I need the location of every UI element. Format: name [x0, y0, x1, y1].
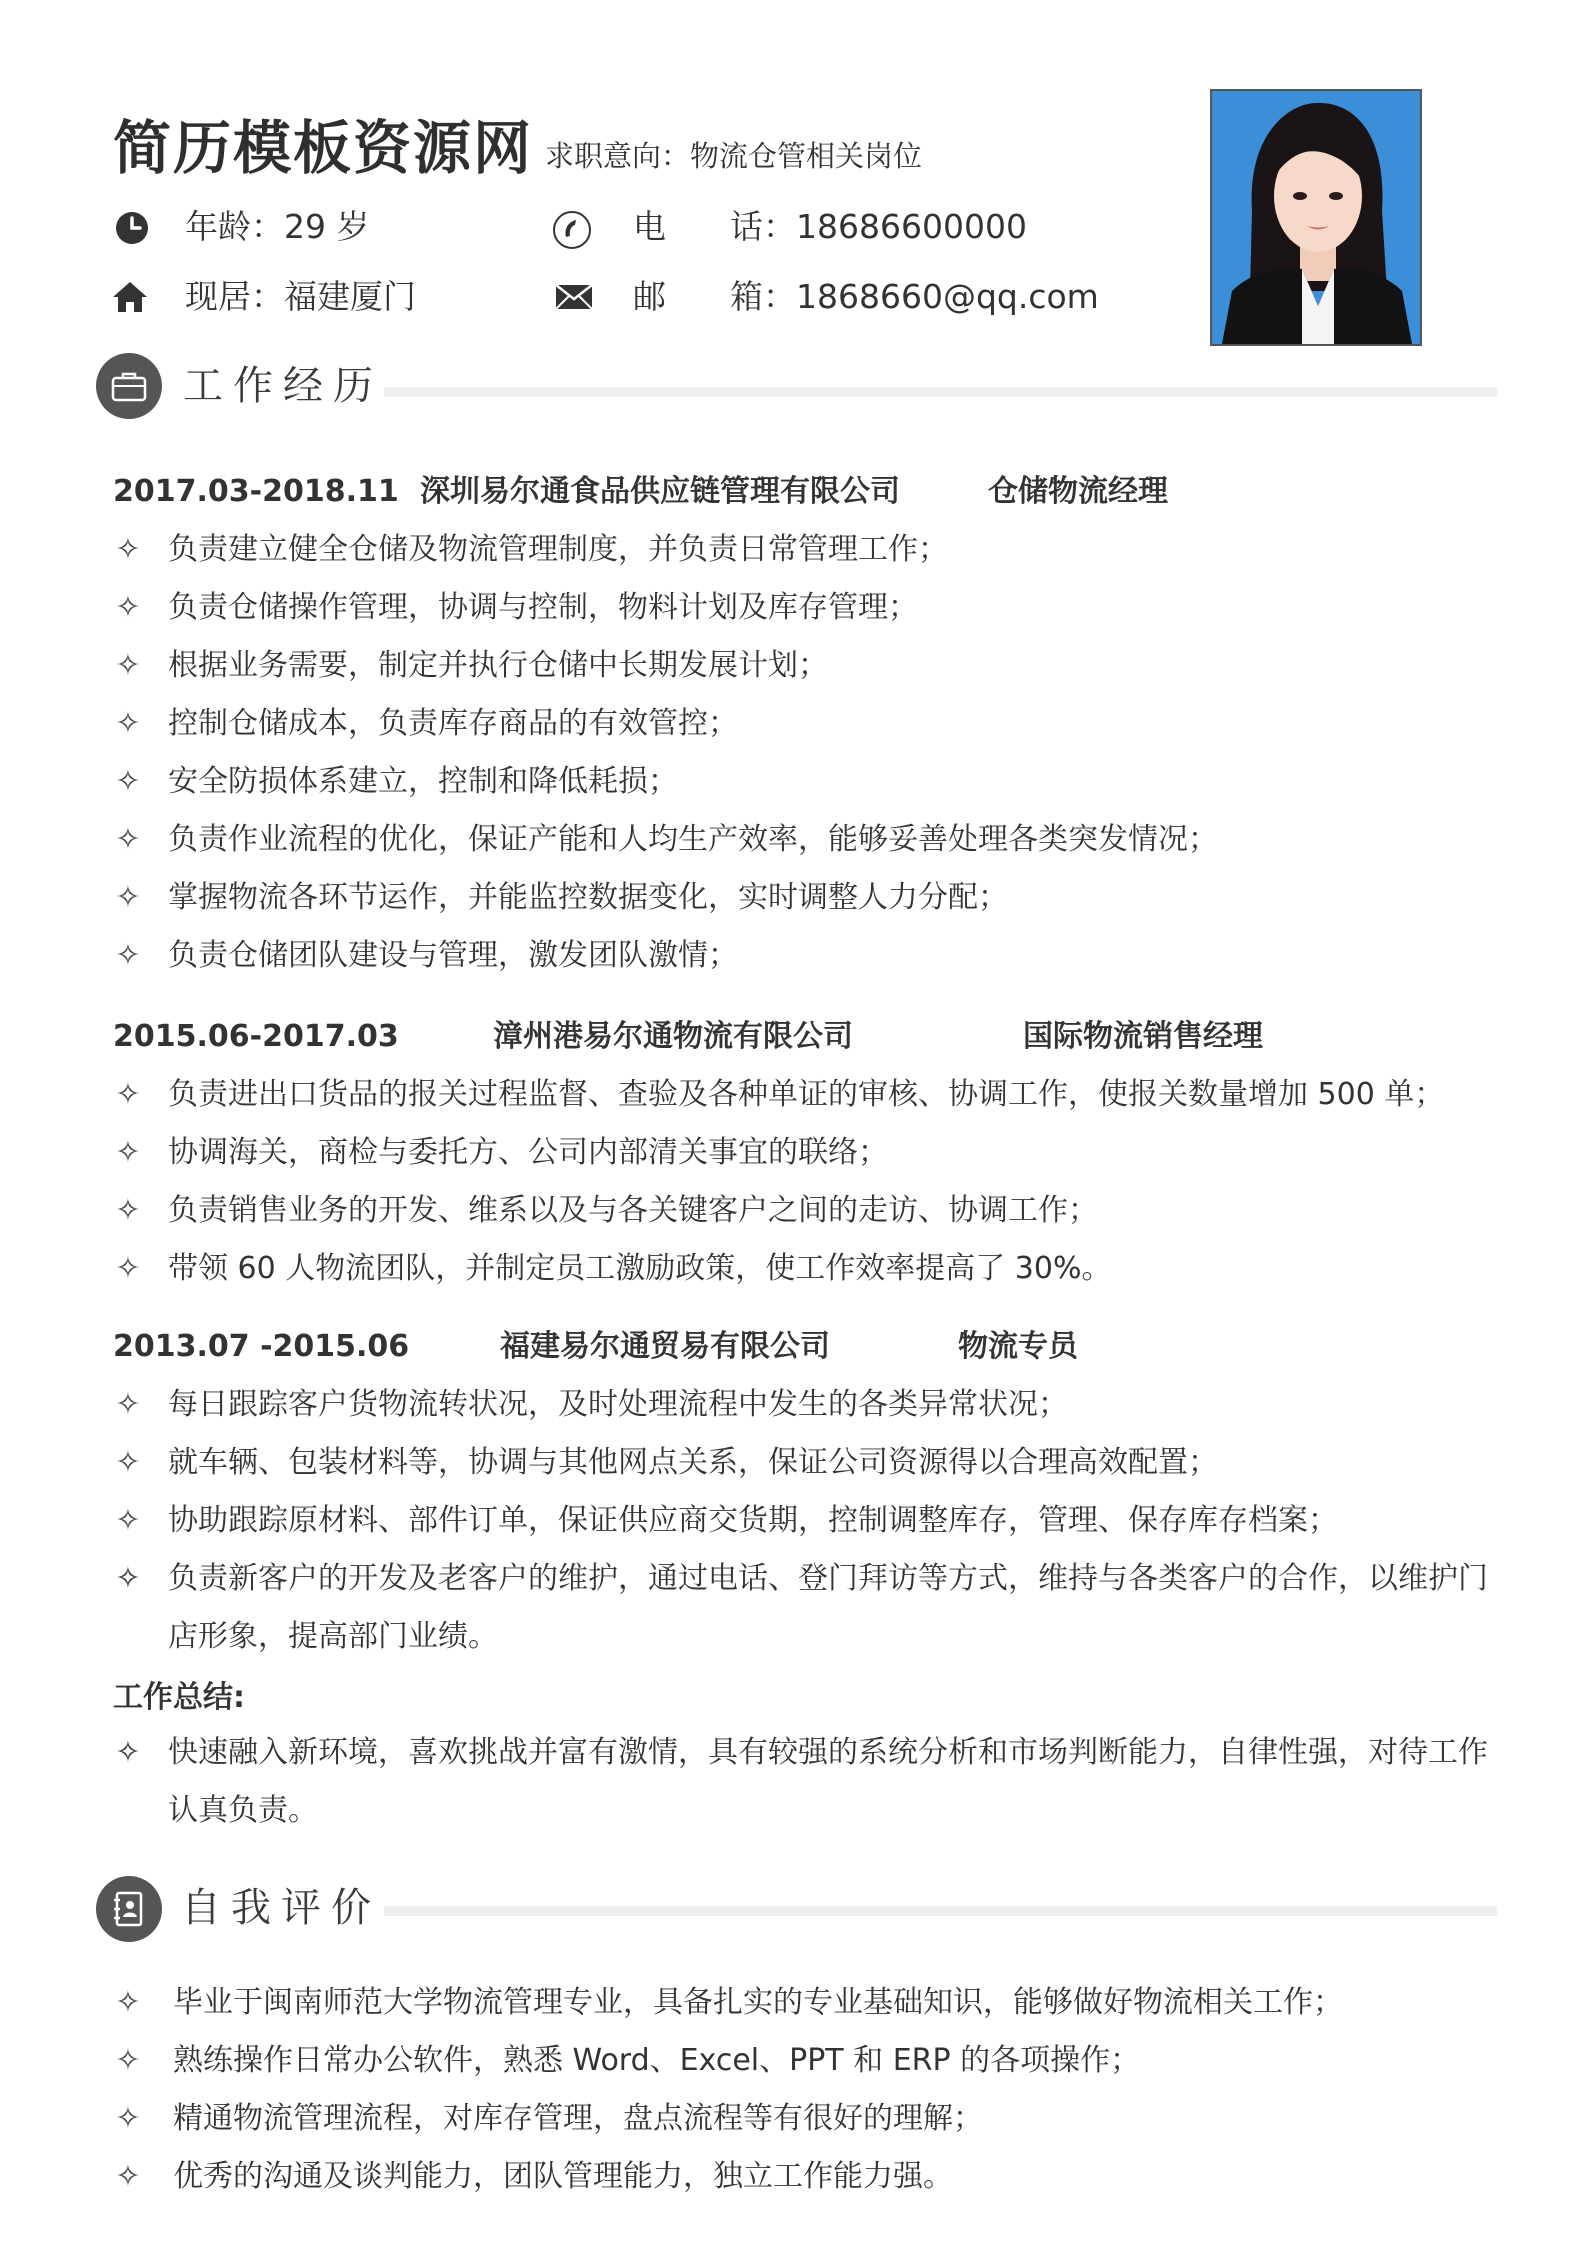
residence-text: 现居：福建厦门 [185, 277, 416, 316]
age-text: 年龄：29 岁 [185, 207, 370, 246]
job-position: 物流专员 [958, 1329, 1078, 1364]
list-item: ✧ 熟练操作日常办公软件，熟悉 Word、Excel、PPT 和 ERP 的各项操作； [115, 2043, 1141, 2078]
list-item: ✧ 负责进出口货品的报关过程监督、查验及各种单证的审核、协调工作，使报关数量增加 500 单； [115, 1077, 1445, 1112]
list-item: ✧ 负责销售业务的开发、维系以及与各关键客户之间的走访、协调工作； [115, 1193, 1098, 1228]
list-item: ✧ 就车辆、包装材料等，协调与其他网点关系，保证公司资源得以合理高效配置； [115, 1445, 1218, 1480]
home-icon [110, 277, 148, 315]
phone-value: 话：18686600000 [730, 207, 1027, 246]
envelope-icon [554, 282, 592, 320]
phone-icon [551, 209, 589, 247]
list-item: ✧ 每日跟踪客户货物流转状况，及时处理流程中发生的各类异常状况； [115, 1387, 1068, 1422]
job-position: 仓储物流经理 [988, 474, 1168, 509]
list-item: ✧ 安全防损体系建立，控制和降低耗损； [115, 764, 678, 799]
list-item: ✧ 控制仓储成本，负责库存商品的有效管控； [115, 706, 738, 741]
list-item: ✧ 精通物流管理流程，对库存管理，盘点流程等有很好的理解； [115, 2101, 983, 2136]
email-label: 邮 [633, 277, 666, 316]
job-company: 福建易尔通贸易有限公司 [500, 1329, 830, 1364]
job-position: 国际物流销售经理 [1023, 1019, 1263, 1054]
clock-icon [113, 209, 151, 247]
list-item: ✧ 协助跟踪原材料、部件订单，保证供应商交货期，控制调整库存，管理、保存库存档案； [115, 1503, 1338, 1538]
list-item: ✧ 负责作业流程的优化，保证产能和人均生产效率，能够妥善处理各类突发情况； [115, 822, 1218, 857]
list-item: ✧ 优秀的沟通及谈判能力，团队管理能力，独立工作能力强。 [115, 2159, 953, 2194]
list-item: ✧ 带领 60 人物流团队，并制定员工激励政策，使工作效率提高了 30%。 [115, 1251, 1112, 1286]
summary-label: 工作总结: [113, 1680, 245, 1715]
job-intent: 求职意向：物流仓管相关岗位 [545, 139, 923, 173]
section-divider [384, 1906, 1497, 1916]
list-item: ✧ 根据业务需要，制定并执行仓储中长期发展计划； [115, 648, 828, 683]
list-item: ✧ 负责仓储操作管理，协调与控制，物料计划及库存管理； [115, 590, 918, 625]
section-title-work: 工作经历 [183, 363, 383, 409]
profile-photo [1210, 89, 1422, 346]
briefcase-icon [96, 353, 162, 419]
contact-book-icon [96, 1876, 162, 1942]
job-period: 2013.07 -2015.06 [113, 1329, 410, 1364]
list-item: ✧ 负责仓储团队建设与管理，激发团队激情； [115, 938, 738, 973]
list-item: ✧ 掌握物流各环节运作，并能监控数据变化，实时调整人力分配； [115, 880, 1008, 915]
job-company: 漳州港易尔通物流有限公司 [493, 1019, 853, 1054]
job-period: 2015.06-2017.03 [113, 1019, 399, 1054]
job-company: 深圳易尔通食品供应链管理有限公司 [420, 474, 900, 509]
phone-label: 电 [633, 207, 666, 246]
section-title-self: 自我评价 [181, 1885, 381, 1931]
candidate-name: 简历模板资源网 [113, 114, 534, 182]
list-item: ✧ 毕业于闽南师范大学物流管理专业，具备扎实的专业基础知识，能够做好物流相关工作； [115, 1985, 1343, 2020]
list-item: ✧ 快速融入新环境，喜欢挑战并富有激情，具有较强的系统分析和市场判断能力，自律性强，对待工作认真负责。 [115, 1735, 1488, 1828]
email-value: 箱：1868660@qq.com [730, 277, 1099, 316]
job-period: 2017.03-2018.11 [113, 474, 399, 509]
list-item: ✧ 负责建立健全仓储及物流管理制度，并负责日常管理工作； [115, 532, 948, 567]
section-divider [384, 387, 1497, 397]
list-item: ✧ 协调海关，商检与委托方、公司内部清关事宜的联络； [115, 1135, 888, 1170]
list-item: ✧ 负责新客户的开发及老客户的维护，通过电话、登门拜访等方式，维持与各类客户的合作，以维护门店形象，提高部门业绩。 [115, 1561, 1488, 1654]
